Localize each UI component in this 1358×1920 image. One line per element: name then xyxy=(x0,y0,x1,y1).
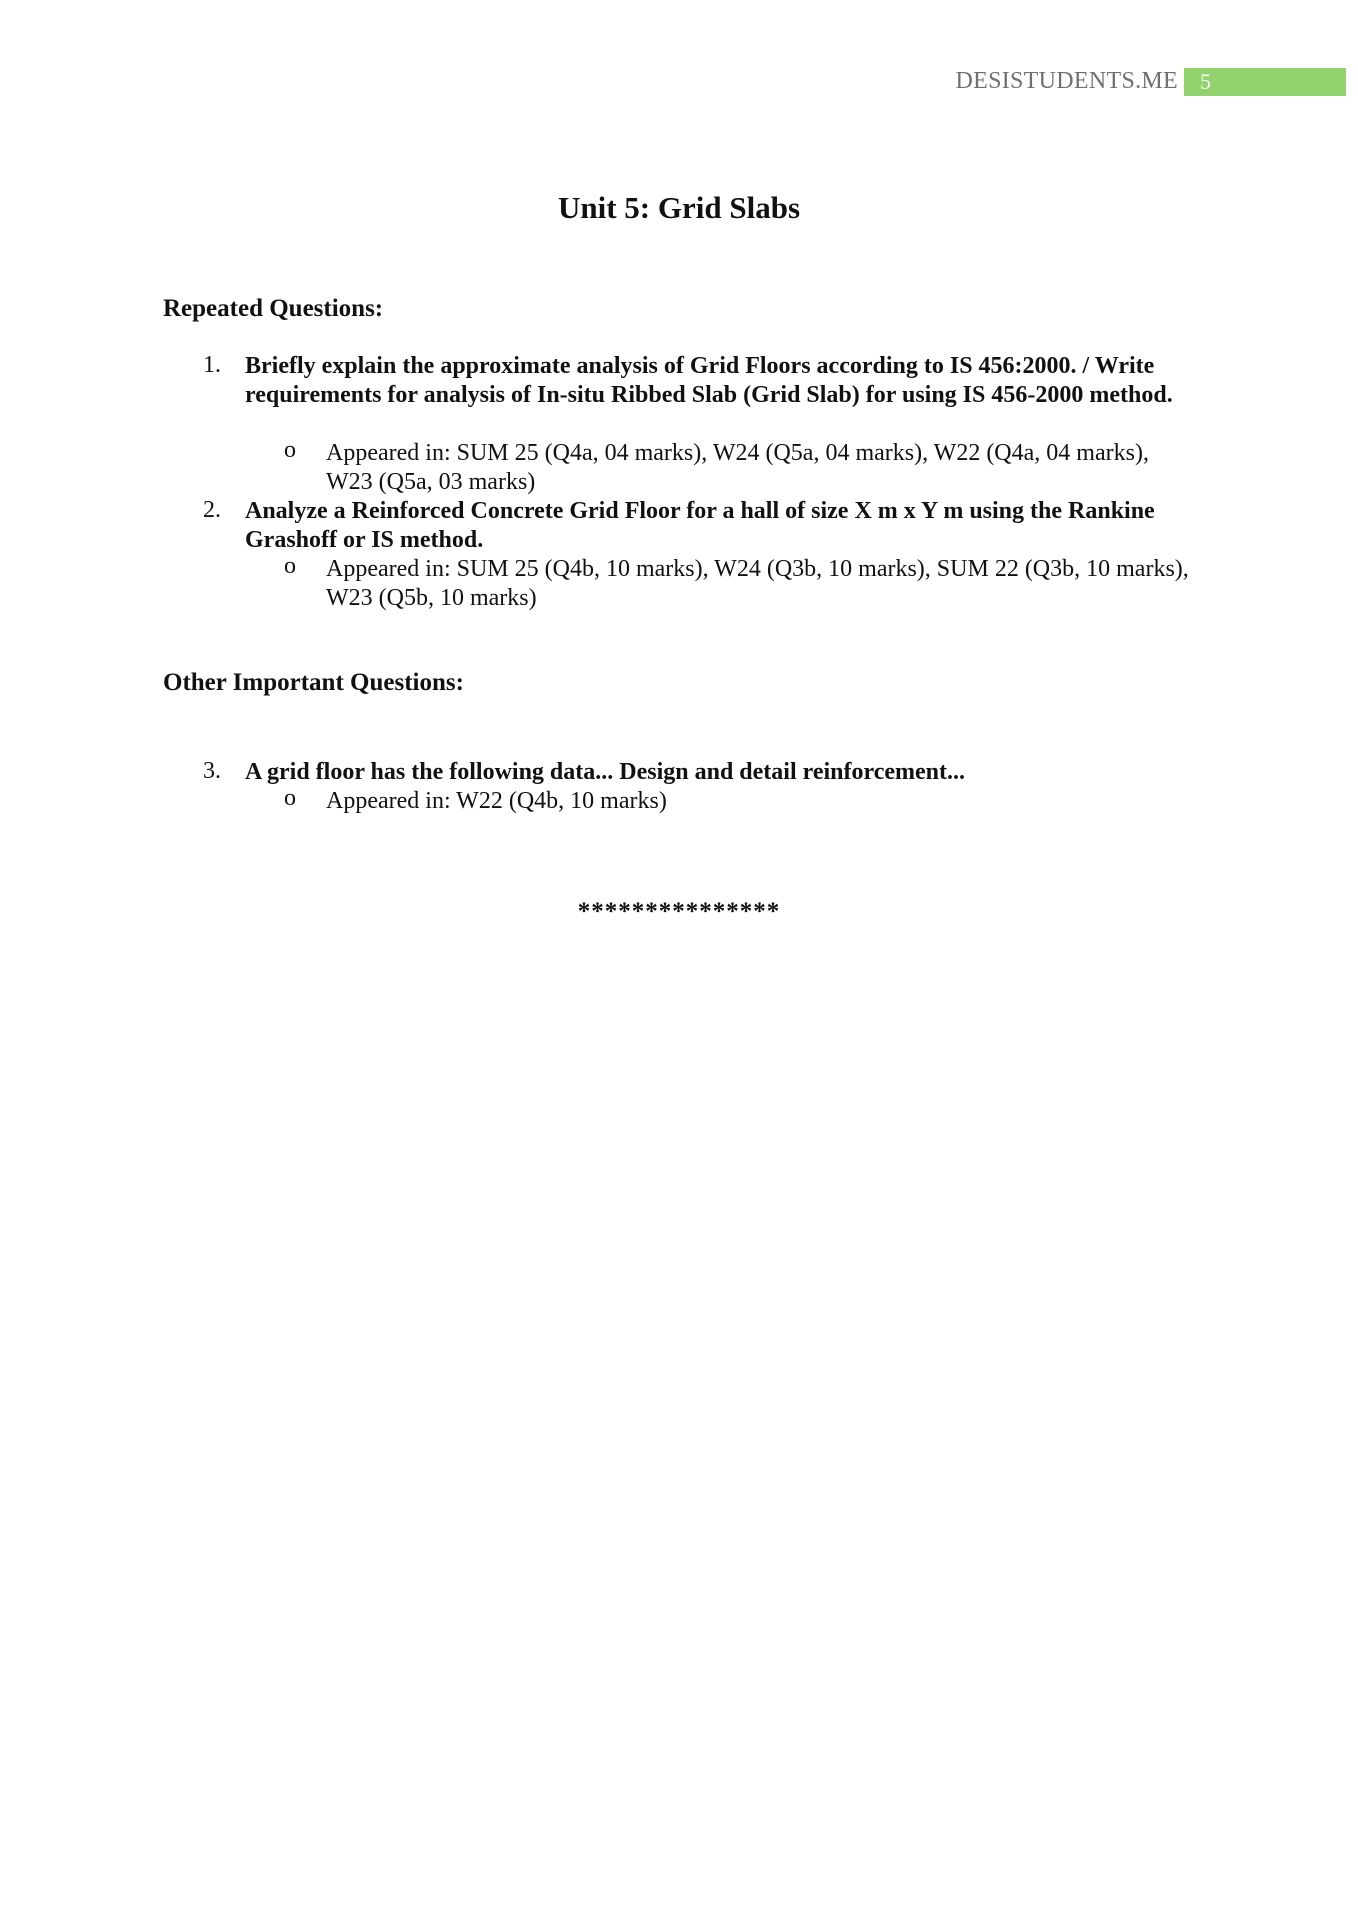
question-text: A grid floor has the following data... Design and detail reinforcement... xyxy=(245,759,965,785)
question-text: Briefly explain the approximate analysis of Grid Floors according to IS 456:2000. / Write requirements for analysis of In-situ Ribbed Slab (Grid Slab) for using IS 456-2000 method. xyxy=(245,353,1173,408)
appeared-text: Appeared in: W22 (Q4b, 10 marks) xyxy=(326,788,667,814)
appeared-text: Appeared in: SUM 25 (Q4b, 10 marks), W24 (Q3b, 10 marks), SUM 22 (Q3b, 10 marks), W23 (Q5b, 10 marks) xyxy=(326,556,1189,611)
question-text: Analyze a Reinforced Concrete Grid Floor for a hall of size X m x Y m using the Rankine Grashoff or IS method. xyxy=(245,498,1155,553)
bullet-marker: o xyxy=(284,785,296,811)
question-number: 1. xyxy=(203,352,221,378)
page-number: 5 xyxy=(1200,69,1211,94)
other-questions-heading: Other Important Questions: xyxy=(163,669,464,696)
footer-separator-stars: *************** xyxy=(577,898,781,925)
question-number: 2. xyxy=(203,497,221,523)
question-number: 3. xyxy=(203,758,221,784)
bullet-marker: o xyxy=(284,553,296,579)
page-title: Unit 5: Grid Slabs xyxy=(557,190,801,225)
repeated-questions-heading: Repeated Questions: xyxy=(163,295,384,322)
header-site-name: DESISTUDENTS.ME xyxy=(955,68,1178,94)
page-number-badge xyxy=(1184,68,1346,96)
appeared-text: Appeared in: SUM 25 (Q4a, 04 marks), W24 (Q5a, 04 marks), W22 (Q4a, 04 marks), W23 (Q5a, 03 marks) xyxy=(326,440,1149,495)
bullet-marker: o xyxy=(284,437,296,463)
